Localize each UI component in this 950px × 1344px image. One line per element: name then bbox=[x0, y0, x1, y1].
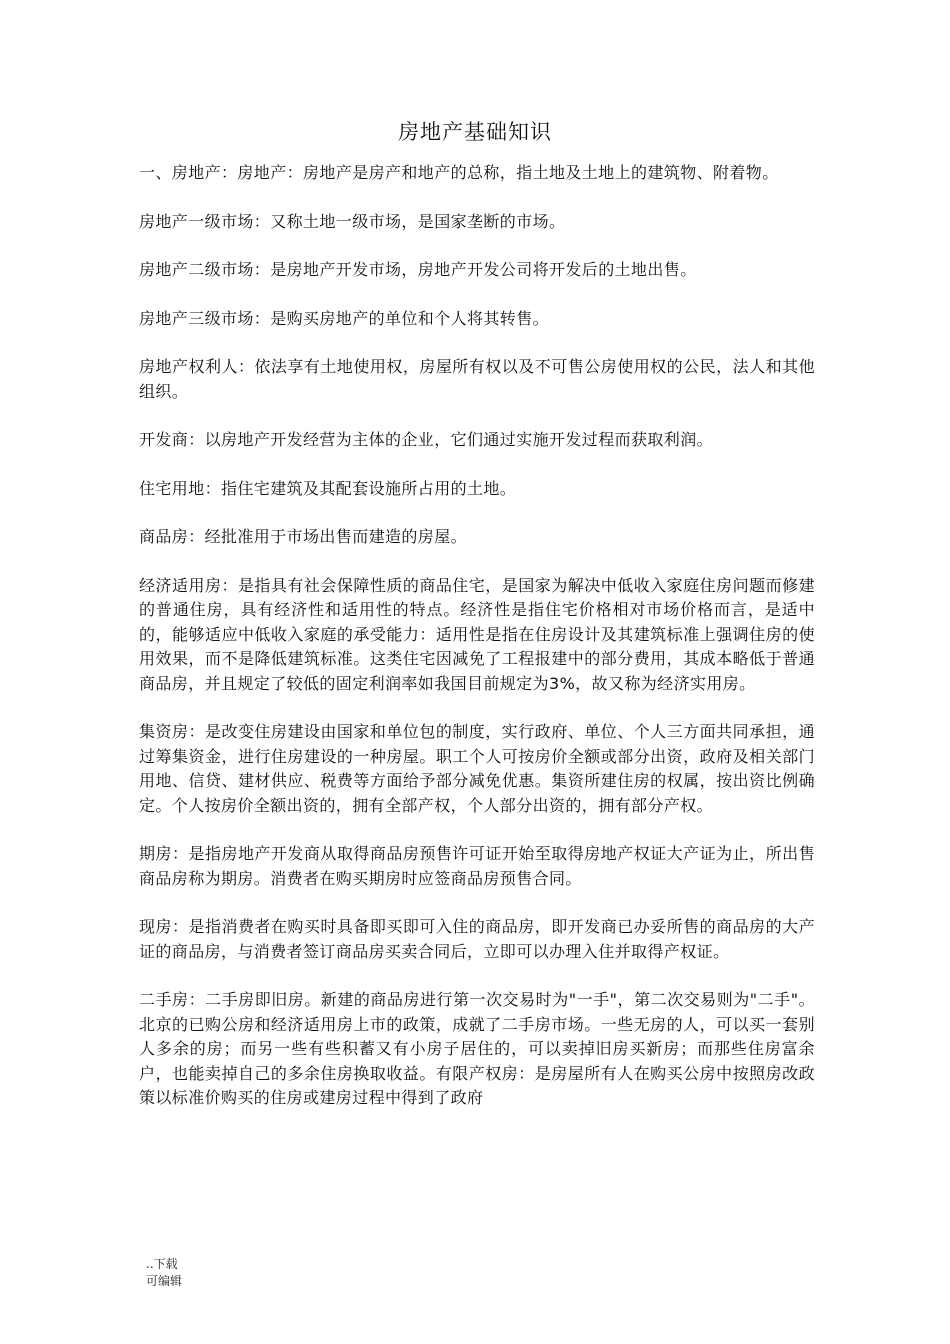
paragraph-ready-housing: 现房：是指消费者在购买时具备即买即可入住的商品房，即开发商已办妥所售的商品房的大产证的商品房，与消费者签订商品房买卖合同后，立即可以办理入住并取得产权证。 bbox=[139, 917, 815, 961]
paragraph-affordable-housing: 经济适用房：是指具有社会保障性质的商品住宅，是国家为解决中低收入家庭住房问题而修建的普通住房，具有经济性和适用性的特点。经济性是指住宅价格相对市场价格而言，是适中的，能够适应中低收入家庭的承受能力：适用性是指在住房设计及其建筑标准上强调住房的使用效果，而不是降低建筑标准。这类住宅因减免了工程报建中的部分费用，其成本略低于普通商品房，并且规定了较低的固定利润率如我国目前规定为3%，故又称为经济实用房。 bbox=[139, 575, 815, 693]
page-footer bbox=[146, 1256, 182, 1290]
footer-download-label: ..下载 bbox=[146, 1257, 178, 1271]
document-title: 房地产基础知识 bbox=[398, 120, 552, 144]
document-body bbox=[139, 161, 815, 1111]
footer-editable-label: 可编辑 bbox=[146, 1274, 183, 1288]
paragraph-fund-raised-housing: 集资房：是改变住房建设由国家和单位包的制度，实行政府、单位、个人三方面共同承担，通过筹集资金，进行住房建设的一种房屋。职工个人可按房价全额或部分出资，政府及相关部门用地、信贷、建材供应、税费等方面给予部分减免优惠。集资所建住房的权属，按出资比例确定。个人按房价全额出资的，拥有全部产权，个人部分出资的，拥有部分产权。 bbox=[139, 722, 815, 815]
paragraph-primary-market: 房地产一级市场：又称土地一级市场，是国家垄断的市场。 bbox=[139, 211, 566, 231]
paragraph-real-estate: 一、房地产：房地产：房地产是房产和地产的总称，指土地及土地上的建筑物、附着物。 bbox=[139, 163, 779, 182]
paragraph-developer: 开发商：以房地产开发经营为主体的企业，它们通过实施开发过程而获取利润。 bbox=[139, 430, 714, 449]
paragraph-off-plan-housing: 期房：是指房地产开发商从取得商品房预售许可证开始至取得房地产权证大产证为止，所出售商品房称为期房。消费者在购买期房时应签商品房预售合同。 bbox=[139, 844, 815, 888]
paragraph-secondary-market: 房地产二级市场：是房地产开发市场，房地产开发公司将开发后的土地出售。 bbox=[139, 260, 697, 279]
paragraph-commercial-housing: 商品房：经批准用于市场出售而建造的房屋。 bbox=[139, 527, 468, 546]
paragraph-second-hand-housing: 二手房：二手房即旧房。新建的商品房进行第一次交易时为"一手"，第二次交易则为"二手"。北京的已购公房和经济适用房上市的政策，成就了二手房市场。一些无房的人，可以买一套别人多余的房；而另一些有些积蓄又有小房子居住的，可以卖掉旧房买新房；而那些住房富余户，也能卖掉自己的多余住房换取收益。有限产权房：是房屋所有人在购买公房中按照房改政策以标准价购买的住房或建房过程中得到了政府 bbox=[139, 990, 815, 1107]
paragraph-tertiary-market: 房地产三级市场：是购买房地产的单位和个人将其转售。 bbox=[139, 308, 550, 328]
paragraph-rights-holder: 房地产权利人：依法享有土地使用权，房屋所有权以及不可售公房使用权的公民，法人和其他组织。 bbox=[139, 357, 815, 401]
paragraph-residential-land: 住宅用地：指住宅建筑及其配套设施所占用的土地。 bbox=[139, 478, 517, 498]
